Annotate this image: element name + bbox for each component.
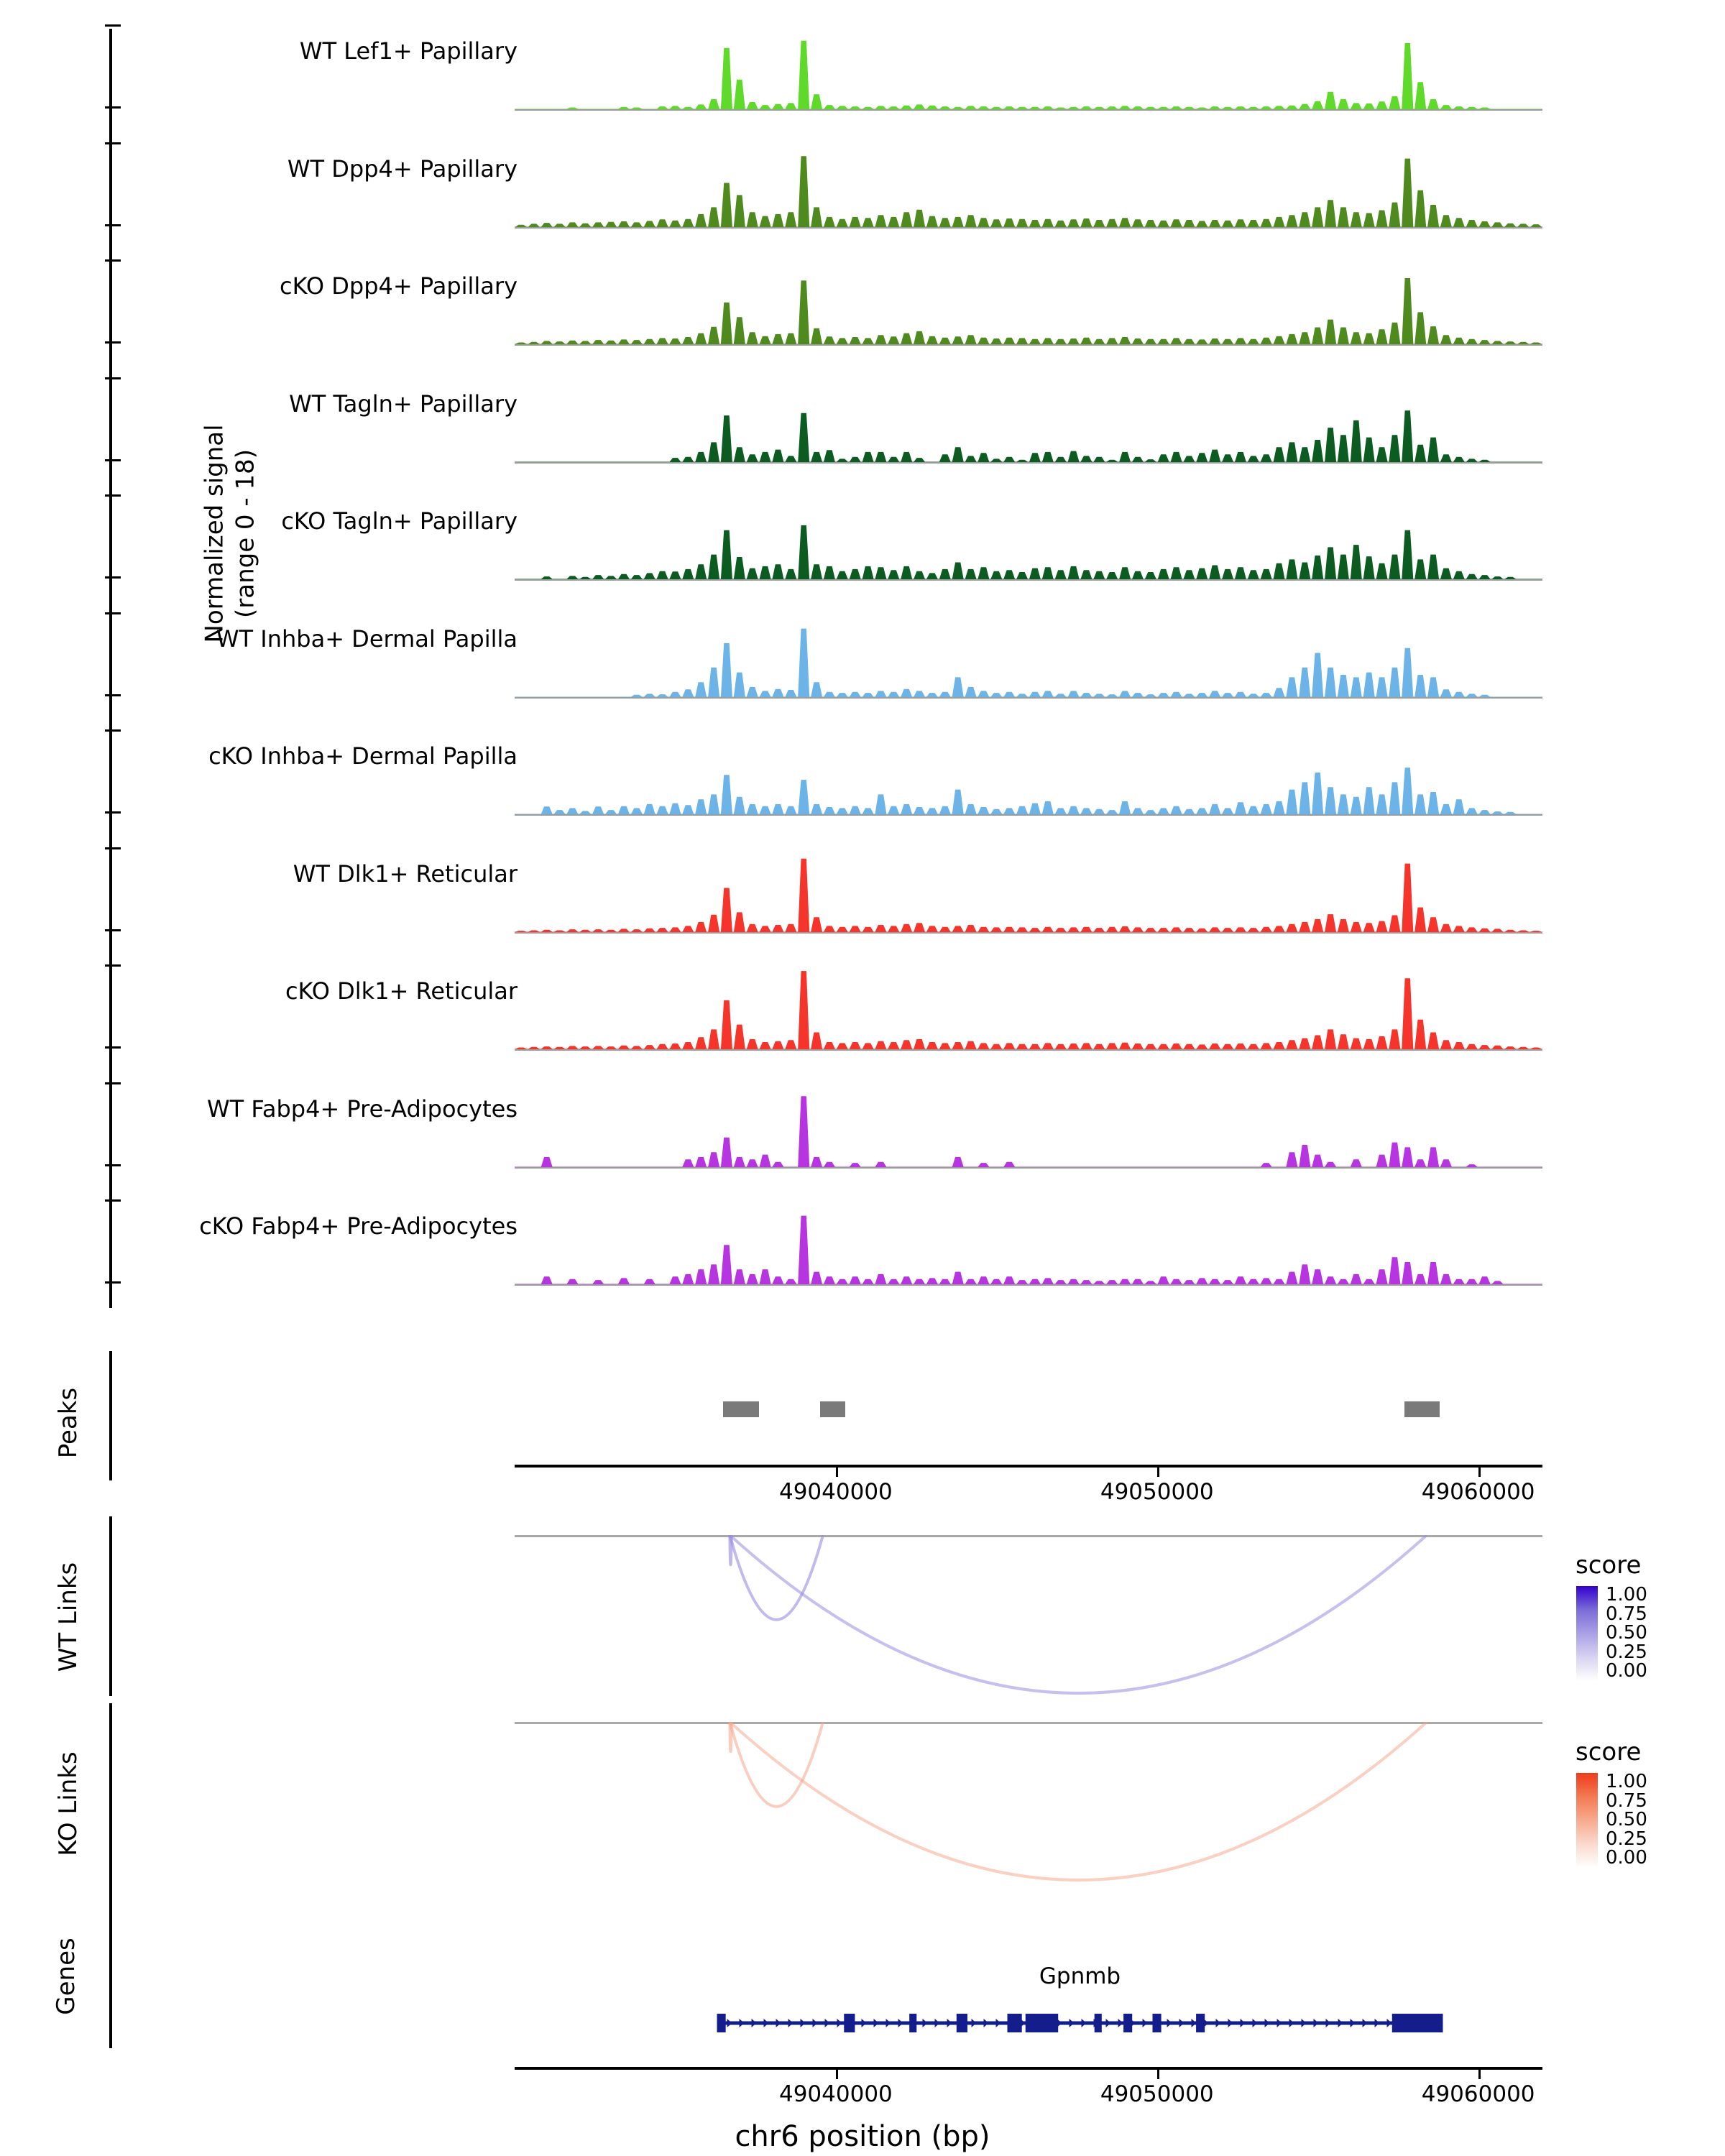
wt-links-legend-row (1576, 1585, 1725, 1682)
wt-links-legend-colorbar (1576, 1585, 1598, 1682)
x-axis-tick-label: 49040000 (778, 1479, 893, 1505)
coverage-track-plot (515, 844, 1542, 952)
ko-links-axis-rule (109, 1703, 112, 1883)
gene-strand-arrow-icon (1106, 2019, 1111, 2027)
gene-strand-arrow-icon (972, 2019, 977, 2027)
coverage-track (0, 139, 1725, 247)
wt-legend-tick-3: 0.25 (1606, 1641, 1647, 1663)
coverage-axis-tick (105, 142, 121, 144)
gene-strand-arrow-icon (1057, 2019, 1062, 2027)
coverage-axis-tick (105, 1046, 121, 1049)
coverage-track (0, 844, 1725, 952)
ko-links-legend-row (1576, 1772, 1725, 1869)
peaks-axis-rule (109, 1351, 112, 1480)
gene-strand-arrow-icon (788, 2019, 794, 2027)
ko-legend-tick-1: 0.75 (1606, 1789, 1647, 1812)
coverage-track-label: WT Inhba+ Dermal Papilla (216, 625, 518, 653)
gene-strand-arrow-icon (947, 2019, 952, 2027)
wt-links-axis-label: WT Links (54, 1562, 83, 1672)
gene-strand-arrow-icon (1314, 2019, 1319, 2027)
coverage-axis-tick (105, 847, 121, 849)
coverage-track-plot (515, 1079, 1542, 1187)
genes-panel (0, 1883, 1725, 2156)
coverage-axis-tick (105, 341, 121, 344)
coverage-axis-tick (105, 811, 121, 814)
coverage-axis-tick (105, 1082, 121, 1084)
coverage-track-plot (515, 609, 1542, 717)
ko-links-legend (1576, 1738, 1725, 1869)
ko-links-axis-label: KO Links (54, 1751, 83, 1856)
gene-strand-arrow-icon (886, 2019, 891, 2027)
coverage-track (0, 962, 1725, 1069)
coverage-track-plot (515, 727, 1542, 834)
coverage-track-label: cKO Fabp4+ Pre-Adipocytes (199, 1212, 518, 1240)
ko-legend-tick-4: 0.00 (1606, 1847, 1647, 1869)
gene-exon (1196, 2014, 1205, 2032)
coverage-track-plot (515, 374, 1542, 482)
coverage-axis-tick (105, 929, 121, 931)
gene-strand-arrow-icon (1070, 2019, 1075, 2027)
gene-name-label: Gpnmb (1039, 1963, 1121, 1989)
gene-strand-arrow-icon (1338, 2019, 1343, 2027)
coverage-axis-tick (105, 694, 121, 696)
wt-links-legend (1576, 1551, 1725, 1682)
ko-links-plot (515, 1703, 1542, 1890)
coverage-track-label: WT Lef1+ Papillary (299, 37, 518, 65)
gene-strand-arrow-icon (1253, 2019, 1258, 2027)
coverage-track-label: WT Dlk1+ Reticular (293, 860, 518, 888)
gene-strand-arrow-icon (984, 2019, 989, 2027)
coverage-track-label: WT Tagln+ Papillary (289, 390, 518, 418)
coverage-track-label: cKO Dpp4+ Papillary (280, 272, 518, 300)
gene-strand-arrow-icon (996, 2019, 1001, 2027)
gene-strand-arrow-icon (1265, 2019, 1270, 2027)
gene-strand-arrow-icon (1131, 2019, 1136, 2027)
gene-strand-arrow-icon (1387, 2019, 1392, 2027)
coverage-track (0, 22, 1725, 129)
coverage-track-plot (515, 962, 1542, 1069)
genes-axis-rule (109, 1883, 112, 2048)
gene-strand-arrow-icon (862, 2019, 867, 2027)
coverage-axis-label-line1: Normalized signal (200, 424, 229, 643)
coverage-axis-label-line2: (range 0 - 18) (231, 449, 259, 618)
peaks-axis-label: Peaks (54, 1387, 83, 1459)
gene-strand-arrow-icon (740, 2019, 745, 2027)
link-arc (730, 1535, 1427, 1693)
gene-strand-arrow-icon (1204, 2019, 1209, 2027)
gene-strand-arrow-icon (837, 2019, 842, 2027)
gene-strand-arrow-icon (1082, 2019, 1087, 2027)
coverage-axis-tick (105, 224, 121, 226)
gene-strand-arrow-icon (1302, 2019, 1307, 2027)
x-axis-tick-label: 49060000 (1421, 1479, 1535, 1505)
coverage-track-plot (515, 22, 1542, 129)
coverage-axis-tick (105, 106, 121, 109)
gene-strand-arrow-icon (1192, 2019, 1197, 2027)
wt-links-plot (515, 1516, 1542, 1703)
gene-strand-arrow-icon (752, 2019, 757, 2027)
peak-box (820, 1401, 846, 1417)
coverage-track-plot (515, 139, 1542, 247)
gene-strand-arrow-icon (1179, 2019, 1184, 2027)
gene-strand-arrow-icon (1167, 2019, 1172, 2027)
gene-strand-arrow-icon (923, 2019, 928, 2027)
genes-axis-label: Genes (52, 1938, 80, 2015)
wt-legend-tick-2: 0.50 (1606, 1622, 1647, 1644)
coverage-axis-tick (105, 576, 121, 579)
coverage-axis-tick (105, 612, 121, 614)
x-axis-tick-label: 49050000 (1100, 2081, 1214, 2107)
coverage-track (0, 1197, 1725, 1304)
wt-links-panel (0, 1516, 1725, 1703)
gene-strand-arrow-icon (776, 2019, 781, 2027)
coverage-track-baseline (515, 1284, 1542, 1286)
wt-legend-tick-0: 1.00 (1606, 1584, 1647, 1606)
coverage-track-baseline (515, 1049, 1542, 1051)
coverage-axis-tick (105, 259, 121, 262)
coverage-track-baseline (515, 932, 1542, 934)
coverage-track (0, 609, 1725, 717)
gene-strand-arrow-icon (1326, 2019, 1331, 2027)
gene-strand-arrow-icon (874, 2019, 879, 2027)
coverage-axis-tick (105, 1199, 121, 1202)
coverage-track-baseline (515, 697, 1542, 699)
gene-strand-arrow-icon (764, 2019, 769, 2027)
gene-exon (1026, 2014, 1058, 2032)
gene-strand-arrow-icon (825, 2019, 830, 2027)
coverage-axis-tick (105, 964, 121, 967)
gene-model (515, 2005, 1542, 2048)
coverage-track-label: cKO Dlk1+ Reticular (285, 977, 518, 1005)
ko-links-legend-colorbar (1576, 1772, 1598, 1869)
gene-strand-arrow-icon (1241, 2019, 1246, 2027)
coverage-axis-tick (105, 24, 121, 27)
coverage-track-label: WT Fabp4+ Pre-Adipocytes (207, 1095, 518, 1123)
x-axis-tick (836, 2070, 838, 2079)
wt-links-legend-labels (1606, 1585, 1647, 1680)
coverage-track-label: cKO Tagln+ Papillary (281, 507, 518, 535)
gene-strand-arrow-icon (1228, 2019, 1233, 2027)
wt-legend-tick-1: 0.75 (1606, 1603, 1647, 1625)
wt-links-axis-rule (109, 1516, 112, 1696)
link-arc (730, 1722, 1427, 1880)
coverage-track-label: WT Dpp4+ Papillary (287, 155, 518, 183)
coverage-track (0, 727, 1725, 834)
x-axis-title: chr6 position (bp) (735, 2120, 990, 2153)
ko-links-legend-labels (1606, 1772, 1647, 1867)
x-axis-tick-label: 49040000 (778, 2081, 893, 2107)
x-axis-tick (1157, 2070, 1159, 2079)
gene-strand-arrow-icon (813, 2019, 818, 2027)
coverage-track-plot (515, 257, 1542, 364)
gene-strand-arrow-icon (898, 2019, 903, 2027)
genes-x-axis-line (515, 2067, 1542, 2070)
gene-exon (717, 2014, 726, 2032)
peaks-panel (0, 1344, 1725, 1505)
coverage-axis-tick (105, 494, 121, 497)
peak-box (723, 1401, 758, 1417)
ko-legend-tick-3: 0.25 (1606, 1828, 1647, 1850)
coverage-track-label: cKO Inhba+ Dermal Papilla (208, 742, 518, 770)
gene-strand-arrow-icon (1363, 2019, 1368, 2027)
gene-strand-arrow-icon (801, 2019, 806, 2027)
coverage-track-baseline (515, 344, 1542, 346)
ko-links-panel (0, 1703, 1725, 1890)
coverage-axis-tick (105, 1164, 121, 1166)
gene-strand-arrow-icon (935, 2019, 940, 2027)
coverage-track-baseline (515, 227, 1542, 229)
coverage-track-baseline (515, 1167, 1542, 1169)
ko-legend-tick-0: 1.00 (1606, 1771, 1647, 1792)
wt-legend-tick-4: 0.00 (1606, 1660, 1647, 1682)
ko-legend-tick-2: 0.50 (1606, 1809, 1647, 1830)
coverage-track (0, 374, 1725, 482)
coverage-axis-tick (105, 729, 121, 732)
coverage-track-plot (515, 1197, 1542, 1304)
x-axis-tick (1478, 2070, 1481, 2079)
x-axis-tick-label: 49060000 (1421, 2081, 1535, 2107)
coverage-axis-tick (105, 459, 121, 461)
link-arc (730, 1722, 731, 1751)
x-axis-tick-label: 49050000 (1100, 1479, 1214, 1505)
gene-strand-arrow-icon (1021, 2019, 1026, 2027)
gene-strand-arrow-icon (727, 2019, 732, 2027)
gene-strand-arrow-icon (1375, 2019, 1380, 2027)
peaks-x-axis-line (515, 1465, 1542, 1468)
ko-links-legend-title: score (1576, 1738, 1642, 1766)
link-arc (730, 1535, 731, 1565)
coverage-track-baseline (515, 109, 1542, 111)
coverage-axis-tick (105, 377, 121, 379)
gene-strand-arrow-icon (1118, 2019, 1123, 2027)
x-axis-tick (836, 1468, 838, 1477)
gene-strand-arrow-icon (1143, 2019, 1148, 2027)
peak-box (1404, 1401, 1440, 1417)
coverage-track-baseline (515, 462, 1542, 464)
coverage-track-baseline (515, 579, 1542, 581)
gene-strand-arrow-icon (1277, 2019, 1282, 2027)
gene-strand-arrow-icon (1216, 2019, 1221, 2027)
coverage-axis-tick (105, 1281, 121, 1284)
gene-strand-arrow-icon (1289, 2019, 1294, 2027)
coverage-track-plot (515, 492, 1542, 599)
coverage-track (0, 492, 1725, 599)
gene-strand-arrow-icon (1351, 2019, 1356, 2027)
x-axis-tick (1157, 1468, 1159, 1477)
coverage-track (0, 1079, 1725, 1187)
coverage-track-baseline (515, 814, 1542, 816)
wt-links-legend-title: score (1576, 1551, 1642, 1580)
x-axis-tick (1478, 1468, 1481, 1477)
coverage-track (0, 257, 1725, 364)
